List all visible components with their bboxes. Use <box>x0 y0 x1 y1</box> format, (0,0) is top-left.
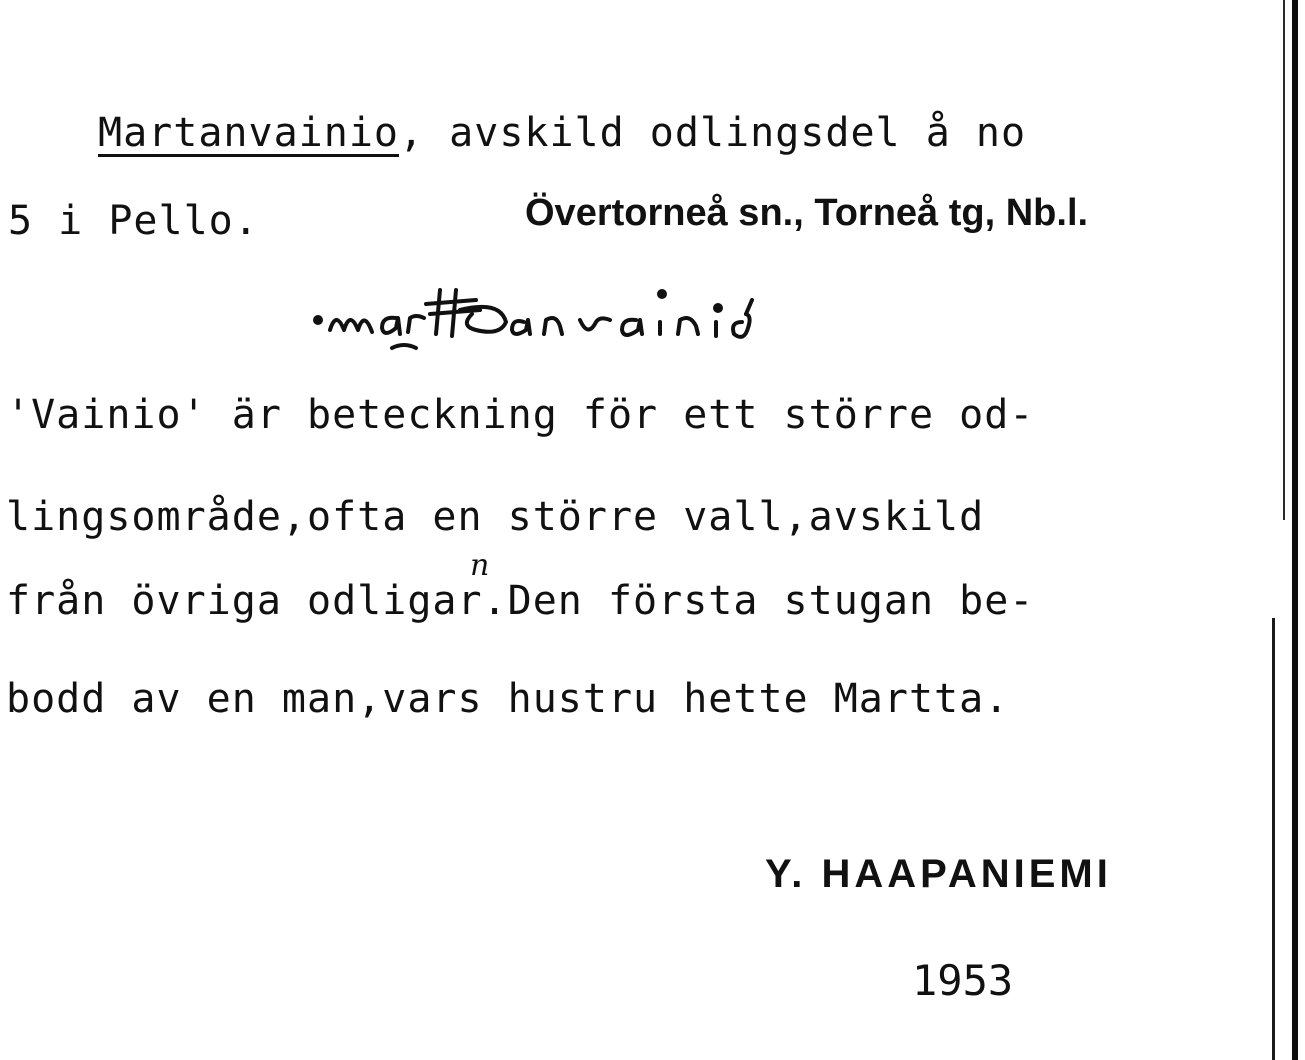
body-line-3: från övriga odligar.Den första stugan be- <box>6 578 1035 624</box>
headword-definition: , avskild odlingsdel å no <box>398 110 1027 156</box>
card-edge-line-lower <box>1272 618 1275 1060</box>
headword: Martanvainio <box>98 110 399 156</box>
parish-stamp: Övertorneå sn., Torneå tg, Nb.l. <box>525 192 1089 234</box>
card-edge-line <box>1283 0 1285 520</box>
handwritten-insertion: n <box>470 548 490 583</box>
entry-line-2-location: 5 i Pello. <box>8 198 259 244</box>
handwritten-phonetic-form <box>300 270 980 380</box>
body-line-2: lingsområde,ofta en större vall,avskild <box>6 494 985 540</box>
entry-line-1 <box>98 110 1026 156</box>
body-line-1: 'Vainio' är beteckning för ett större od- <box>6 392 1035 438</box>
body-line-4: bodd av en man,vars hustru hette Martta. <box>6 676 1010 722</box>
author-signature: Y. HAAPANIEMI <box>765 852 1112 896</box>
card-year: 1953 <box>912 956 1014 1005</box>
card-edge-border <box>1292 0 1298 1060</box>
